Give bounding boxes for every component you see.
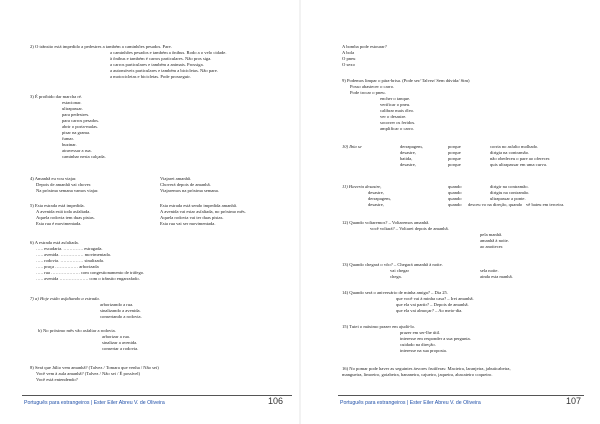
text-line: chega. (390, 274, 402, 279)
text-line: que ela vai almoçar? – Ao meio-dia. (396, 308, 463, 313)
text-line: sinalizar a avenida. (102, 340, 138, 345)
text-line: Esta rua vai ser movimentada. (160, 221, 216, 226)
text-line: ver o desastre. (380, 114, 407, 119)
text-line: dirigia na contramão. (490, 150, 530, 155)
text-line: 2) O trânsito está impedido a pedestres a também a caminhões pesados. Pare. (30, 44, 172, 49)
text-line: 6) A estrada está asfaltada. (30, 240, 79, 245)
text-line: quando (448, 202, 462, 207)
text-line: Viajarei amanhã. (160, 176, 192, 181)
text-line: fumar. (62, 136, 74, 141)
text-line: desceu vo na direção, quando (468, 202, 523, 207)
left-page-number: 106 (268, 396, 284, 406)
text-line: ultrapassar. (62, 106, 83, 111)
text-line: Aquela rodovia vai ter duas pistas. (160, 215, 224, 220)
text-line: que você vai à minha casa? – Irei amanhã. (396, 296, 474, 301)
text-line: A avenida vai estar asfaltada, no próximo mês. (160, 209, 246, 214)
text-line: prazer em ser-lhe útil. (400, 330, 441, 335)
text-line: Depois de amanhã vai chover. (36, 182, 92, 187)
text-line: que ela vai partir? – Depois de amanhã. (396, 302, 469, 307)
text-line: derrapagem, (400, 144, 423, 149)
text-line: ….. rua ………………. com congestionamento de tráfego. (36, 270, 145, 275)
text-line: 15) Tutei o máximo prazer em ajudá-lo. (342, 324, 416, 329)
text-line: ….. avenida ………………. com o trânsito engarrafado. (36, 276, 140, 281)
text-line: dirigir na contramão. (490, 184, 529, 189)
text-line: ….. escadaria. …………. estragada. (36, 246, 103, 251)
text-line: vê bateu em terceira. (526, 202, 565, 207)
text-line: ainda esta manhã. (480, 274, 513, 279)
left-footer-rule (22, 395, 292, 396)
text-line: 4) Amanhã eu vou viajar. (30, 176, 77, 181)
text-line: Esta rua é movimentada. (36, 221, 82, 226)
text-line: verificar o pneu. (380, 102, 411, 107)
text-line: ….. praça …………… arborizada (36, 264, 99, 269)
text-line: A bola (342, 50, 355, 55)
text-line: ultrapassar a ponte. (490, 196, 526, 201)
text-line: a carros particulares e também a animais. Prossiga. (110, 62, 204, 67)
text-line: dirigiu na contramão. (490, 190, 530, 195)
text-line: 11) Haveria desastre, (342, 184, 382, 189)
text-line: quando (448, 190, 462, 195)
text-line: Pode trocar o pneu. (350, 90, 386, 95)
text-line: Choverá depois de amanhã. (160, 182, 211, 187)
text-line: ….. rodovia. …………… sinalizada. (36, 258, 105, 263)
text-line: para pedestres. (62, 112, 90, 117)
text-line: corria no asfalto molhado. (490, 144, 539, 149)
text-line: derrapagem, (368, 196, 391, 201)
text-line: Você está entendendo? (36, 377, 78, 382)
text-line: Você vem à aula amanhã? (Talvez / Não sei / É possível) (36, 371, 141, 376)
text-line: A bomba pode estourar? (342, 44, 387, 49)
text-line: O pneu (342, 56, 356, 61)
text-line: porque (448, 162, 461, 167)
text-line: O sexo (342, 62, 355, 67)
right-page-number: 107 (566, 396, 582, 406)
text-line: amanhã à noite. (480, 238, 509, 243)
text-line: 9) Podemos limpar o pára-brisa. (Pode ser/ Talvez/ Sem dúvida/ Sim) (342, 78, 470, 83)
text-line: 10) Ibia se (342, 144, 362, 149)
text-line: b) No próximo mês vão asfaltar a rodovia. (38, 328, 116, 333)
text-line: socorrer os feridos. (380, 120, 416, 125)
text-line: mangueira, limoeiro, goiabeira, bananeira, cajueiro, jaqueira, abacateiro coqueiro. (342, 372, 493, 377)
text-line: interesse na sua proposta. (400, 348, 447, 353)
text-line: quis ultrapassar em uma curva. (490, 162, 548, 167)
text-line: ….. avenida. …………… movimentada. (36, 252, 111, 257)
text-line: a automóveis particulares e também a bicicletas. Não pare. (110, 68, 218, 73)
text-line: arborizando a rua. (100, 302, 134, 307)
text-line: quando (448, 184, 462, 189)
text-line: sela noite. (480, 268, 499, 273)
right-page (300, 0, 600, 424)
text-line: atravessar a rua. (62, 148, 92, 153)
text-line: 5) Esta estrada está impedida. (30, 203, 85, 208)
text-line: pisar na grama. (62, 130, 91, 135)
text-line: desastre, (400, 162, 416, 167)
right-page-content (300, 0, 600, 404)
text-line: 14) Quando será o aniversário de minha amiga? – Dia 25. (342, 290, 449, 295)
text-line: você voltará? – Voltarei depois de amanhã. (370, 226, 449, 231)
text-line: calibrar mais óleo. (380, 108, 415, 113)
text-line: vai chegar (390, 268, 410, 273)
text-line: batida, (400, 156, 413, 161)
right-footer-text: Português para estrangeiros | Ester Eiler Abreu V. de Oliveira (340, 400, 481, 406)
text-line: encher o tanque. (380, 96, 411, 101)
text-line: desastre, (400, 150, 416, 155)
text-line: Viajaremos na próxima semana. (160, 188, 219, 193)
text-line: pela manhã. (480, 232, 503, 237)
text-line: 7) a) Hoje estão asfaltando a estrada. (30, 296, 100, 301)
text-line: Posso abastecer o carro. (350, 84, 395, 89)
text-line: para carros pesados. (62, 118, 100, 123)
text-line: a caminhões pesados e também a ônibus. Rodo a o velo cidade. (110, 50, 227, 55)
text-line: à ônibus e também é carros particulares. Não pros siga. (110, 56, 212, 61)
text-line: ao anoitecer. (480, 244, 504, 249)
text-line: interesse em responder a sua pergunta. (400, 336, 471, 341)
text-line: estacionar. (62, 100, 82, 105)
text-line: quando (448, 196, 462, 201)
text-line: abrir o porta-malas. (62, 124, 99, 129)
text-line: arborizar a rua. (102, 334, 130, 339)
text-line: 3) É proibido dar marcha ré. (30, 94, 83, 99)
text-line: a motocicletas e bicicletas. Pode prosseguir. (110, 74, 191, 79)
text-line: 16) No pomar pode haver as seguintes árvores frutíferas: Macieira, laranjeira, jabuticabeira, (342, 366, 511, 371)
text-line: porque (448, 144, 461, 149)
left-footer-text: Português para estrangeiros | Ester Eiler Abreu V. de Oliveira (24, 400, 165, 406)
text-line: Na próxima semana vamos viajar. (36, 188, 99, 193)
text-line: cuidado na direção. (400, 342, 436, 347)
text-line: consertando a rodovia. (100, 314, 142, 319)
text-line: buzinar. (62, 142, 77, 147)
text-line: consertar a rodovia. (102, 346, 139, 351)
right-footer-rule (338, 395, 584, 396)
text-line: porque (448, 156, 461, 161)
text-line: sinalizando a avenida. (100, 308, 141, 313)
text-line: 13) Quando chegará o vôo? – Chegará amanhã à noite. (342, 262, 443, 267)
text-line: porque (448, 150, 461, 155)
text-line: A avenida está toda asfaltada. (36, 209, 91, 214)
text-line: Esta estrada está sendo impedida amanhã. (160, 203, 238, 208)
text-line: desastre, (368, 190, 384, 195)
left-page-content (0, 0, 300, 404)
text-line: 12) Quando voltaremos? – Voltaremos amanhã. (342, 220, 430, 225)
text-line: desastre, (368, 202, 384, 207)
text-line: não obedeceu o pare ao oferecer. (490, 156, 551, 161)
text-line: Aquela rodovia tem duas pistas. (36, 215, 95, 220)
text-line: 8) Será que Júlio vem amanhã? (Talvez / Tomara que venha / Não sei) (30, 365, 159, 370)
text-line: caminhar nesta calçada. (62, 154, 106, 159)
text-line: amplificar o carro. (380, 126, 415, 131)
